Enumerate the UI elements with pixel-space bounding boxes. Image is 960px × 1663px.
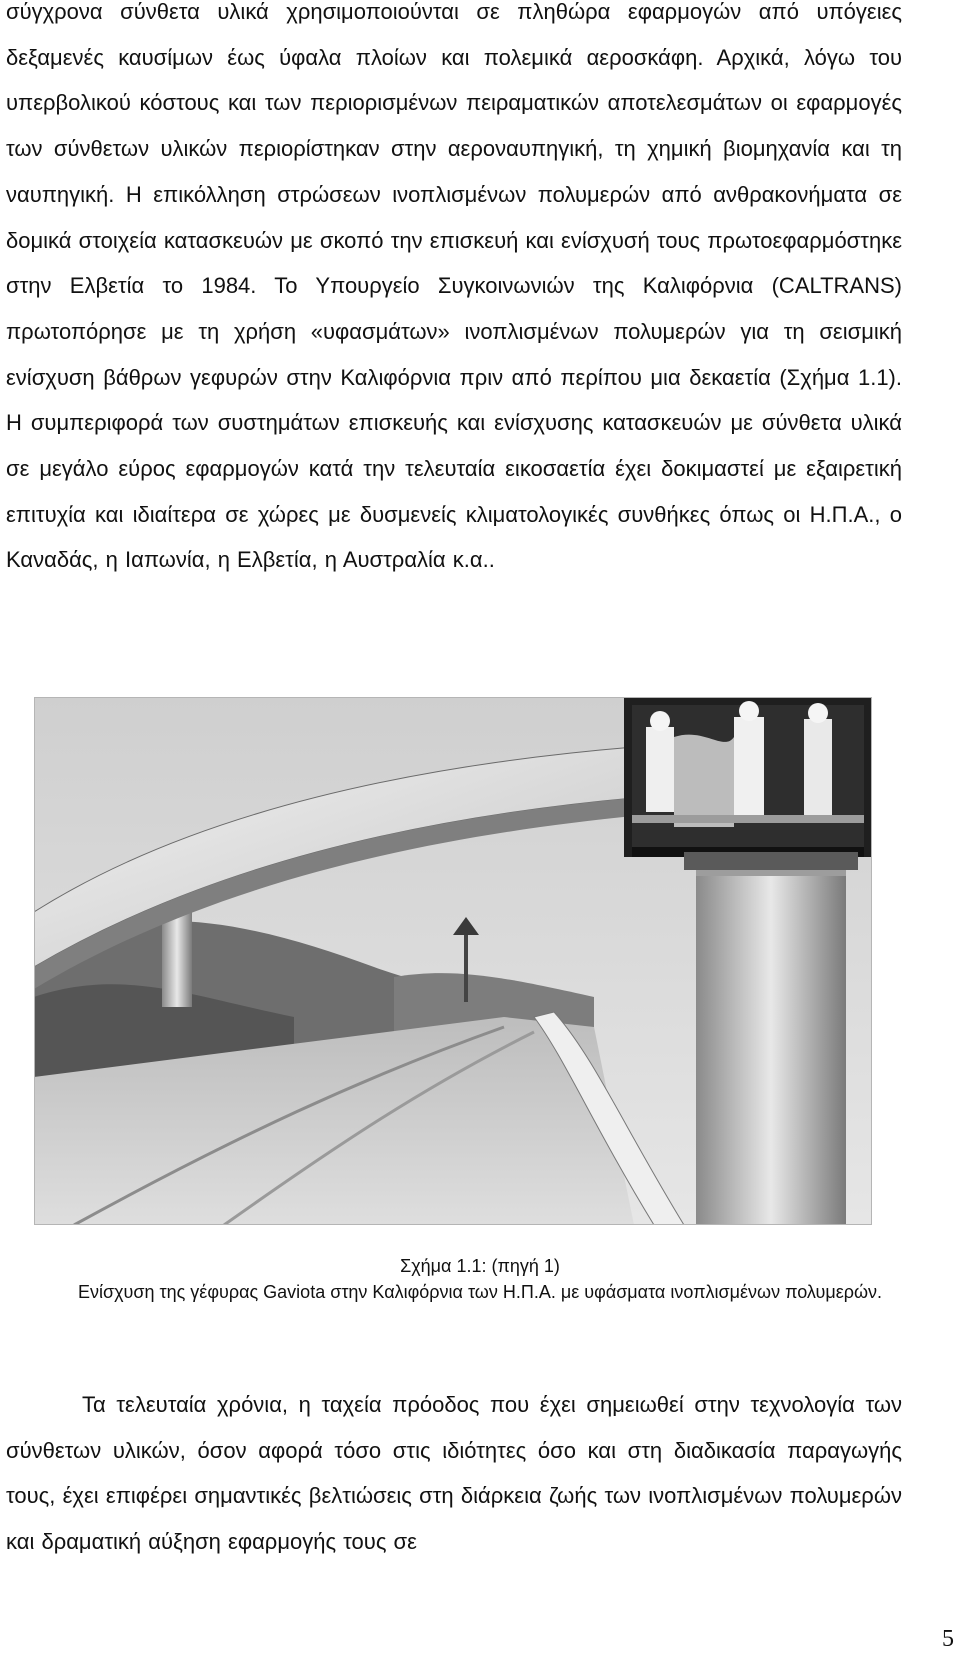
page-number: 5 [942,1626,954,1652]
body-paragraph-intro: σύγχρονα σύνθετα υλικά χρησιμοποιούνται σε πληθώρα εφαρμογών από υπόγειες δεξαμενές καυσίμων έως ύφαλα πλοίων και πολεμικά αεροσκάφη. Αρχικά, λόγω του υπερβολικού κόστους και των περιορισμένων πειραματικών αποτελεσμάτων οι εφαρμογές των σύνθετων υλικών περιορίστηκαν στην αεροναυπηγική, τη χημική βιομηχανία και τη ναυπηγική. Η επικόλληση στρώσεων ινοπλισμένων πολυμερών από ανθρακονήματα σε δομικά στοιχεία κατασκευών με σκοπό την επισκευή και ενίσχυσή τους πρωτοεφαρμόστηκε στην Ελβετία το 1984. Το Υπουργείο Συγκοινωνιών της Καλιφόρνια (CALTRANS) πρωτοπόρησε με τη χρήση «υφασμάτων» ινοπλισμένων πολυμερών για τη σεισμική ενίσχυση βάθρων γεφυρών στην Καλιφόρνια πριν από περίπου μια δεκαετία (Σχήμα 1.1). Η συμπεριφορά των συστημάτων επισκευής και ενίσχυσης κατασκευών με σύνθετα υλικά σε μεγάλο εύρος εφαρμογών κατά την τελευταία εικοσαετία έχει δοκιμαστεί με εξαιρετική επιτυχία και ιδιαίτερα σε χώρες με δυσμενείς κλιματολογικές συνθήκες όπως οι Η.Π.Α., ο Καναδάς, η Ιαπωνία, η Ελβετία, η Αυστραλία κ.α.. [6,0,902,573]
figure-caption: Ενίσχυση της γέφυρας Gaviota στην Καλιφόρνια των Η.Π.Α. με υφάσματα ινοπλισμένων πολυμερών. [77,1282,883,1302]
bridge-photo-figure [34,697,872,1225]
figure-label: Σχήμα 1.1: (πηγή 1) [400,1256,560,1276]
bridge-photo [34,697,872,1225]
body-paragraph-recent-progress: Τα τελευταία χρόνια, η ταχεία πρόοδος που έχει σημειωθεί στην τεχνολογία των σύνθετων υλικών, όσον αφορά τόσο στις ιδιότητες όσο και στη διαδικασία παραγωγής τους, έχει επιφέρει σημαντικές βελτιώσεις στη διάρκεια ζωής των ινοπλισμένων πολυμερών και δραματική αύξηση εφαρμογής τους σε [6,1392,902,1555]
